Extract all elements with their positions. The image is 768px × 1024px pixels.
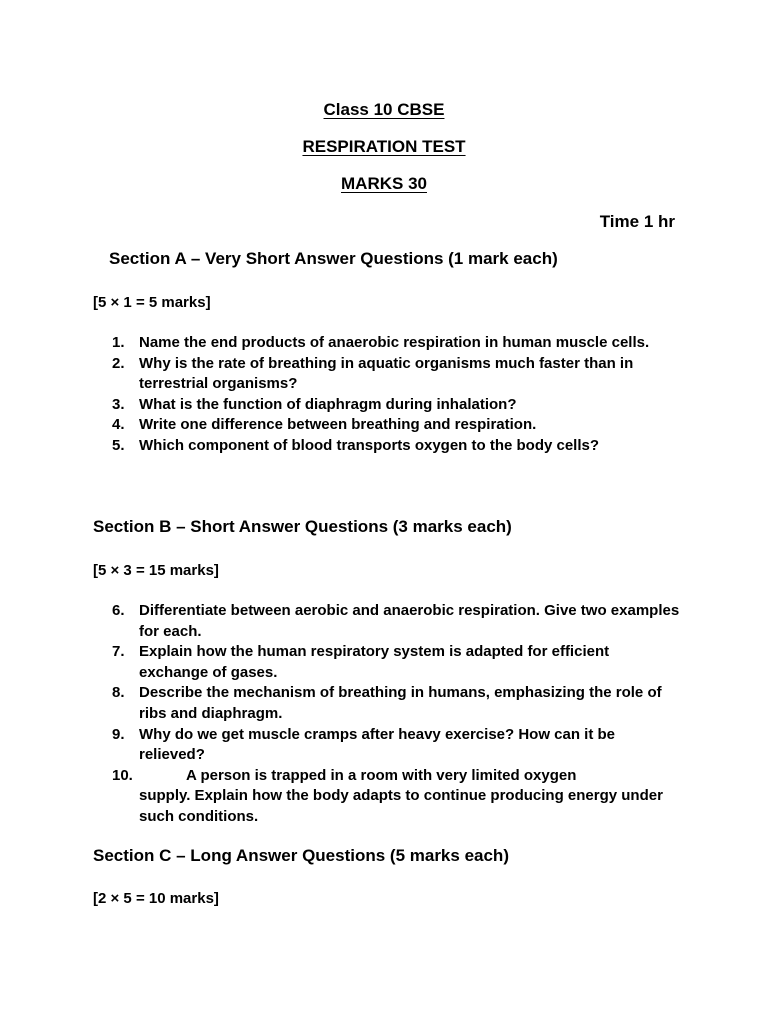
question-item [112,766,682,828]
question-text-first-line: A person is trapped in a room with very limited oxygen [186,766,577,784]
question-text: Why do we get muscle cramps after heavy exercise? How can it be relieved? [139,725,616,764]
section-c-marks: [2 × 5 = 10 marks] [93,890,219,907]
question-number: 9. [112,725,125,743]
section-c-heading: Section C – Long Answer Questions (5 marks each) [93,846,509,865]
question-text: What is the function of diaphragm during inhalation? [139,395,517,413]
question-text: Why is the rate of breathing in aquatic organisms much faster than in terrestrial organisms? [139,354,634,393]
question-text: Which component of blood transports oxygen to the body cells? [139,436,600,454]
question-number: 5. [112,436,125,454]
section-a-question-list [112,333,682,457]
question-item [112,395,682,416]
question-item [112,601,682,642]
question-item [112,354,682,395]
section-a-marks: [5 × 1 = 5 marks] [93,294,211,311]
question-text-continuation: supply. Explain how the body adapts to continue producing energy under such conditions. [139,787,663,825]
question-number: 2. [112,354,125,372]
question-text: Write one difference between breathing and respiration. [139,416,537,434]
question-number: 10. [112,766,133,784]
question-item [112,725,682,766]
question-item [112,642,682,683]
question-number: 6. [112,602,125,619]
question-text: Explain how the human respiratory system is adapted for efficient exchange of gases. [139,643,610,681]
question-text: Differentiate between aerobic and anaerobic respiration. Give two examples for each. [139,602,680,640]
question-text: Name the end products of anaerobic respiration in human muscle cells. [139,334,650,351]
section-a-heading: Section A – Very Short Answer Questions (1 mark each) [109,249,558,268]
section-b-question-list [112,601,682,828]
question-number: 8. [112,684,125,702]
question-number: 7. [112,643,125,661]
question-number: 4. [112,416,125,434]
total-marks: MARKS 30 [341,174,427,193]
question-item [112,436,682,457]
section-b-heading: Section B – Short Answer Questions (3 marks each) [93,517,512,536]
question-item [112,333,682,354]
section-b-marks: [5 × 3 = 15 marks] [93,562,219,579]
time-allowed: Time 1 hr [599,212,675,231]
question-item [112,415,682,436]
class-line: Class 10 CBSE [323,100,445,119]
question-number: 1. [112,334,125,351]
question-text: Describe the mechanism of breathing in humans, emphasizing the role of ribs and diaphragm. [139,684,662,722]
test-title: RESPIRATION TEST [302,137,466,156]
question-number: 3. [112,395,125,413]
question-item [112,683,682,724]
